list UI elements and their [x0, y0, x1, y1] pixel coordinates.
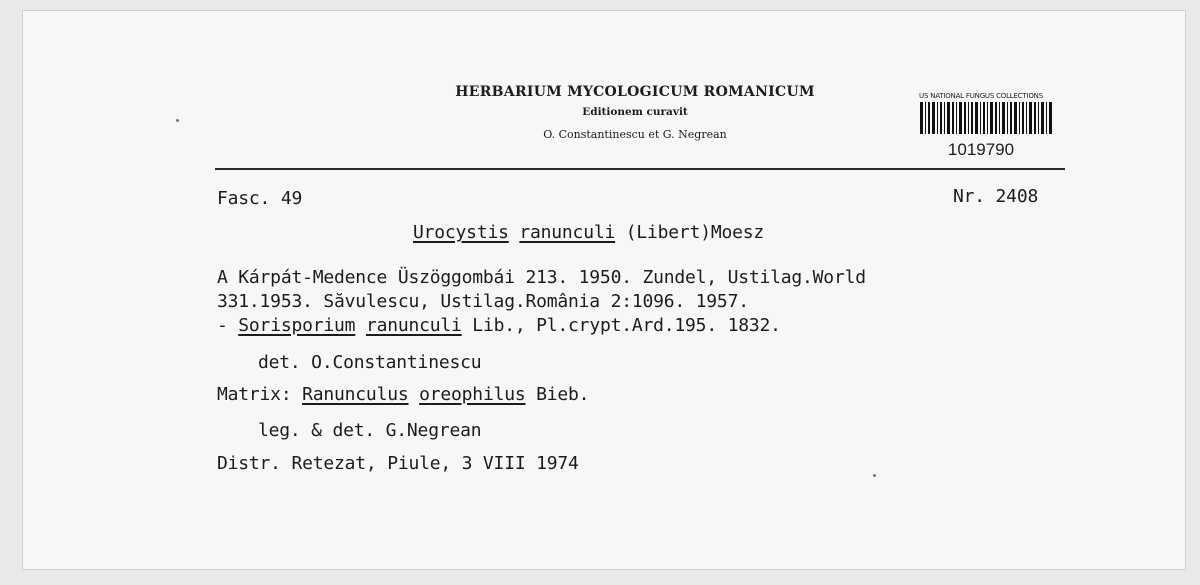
matrix-label: Matrix:: [217, 384, 303, 405]
distribution: Distr. Retezat, Piule, 3 VIII 1974: [217, 453, 579, 474]
collector: leg. & det. G.Negrean: [258, 420, 482, 441]
exsiccata-number: Nr. 2408: [953, 186, 1039, 207]
herbarium-editors: O. Constantinescu et G. Negrean: [543, 128, 727, 141]
synonym-genus: Sorisporium: [238, 315, 356, 336]
species-epithet: ranunculi: [519, 222, 616, 243]
paper-speck: [176, 119, 179, 122]
herbarium-subtitle: Editionem curavit: [582, 106, 688, 118]
herbarium-title: HERBARIUM MYCOLOGICUM ROMANICUM: [455, 84, 815, 100]
reference-dash: -: [217, 315, 239, 336]
synonym-epithet: ranunculi: [365, 315, 462, 336]
fascicle-number: Fasc. 49: [217, 188, 303, 209]
matrix-authority: Bieb.: [525, 384, 590, 405]
header-divider: [215, 168, 1065, 170]
reference-line-2: 331.1953. Săvulescu, Ustilag.România 2:1096. 1957.: [217, 291, 749, 312]
paper-speck: [873, 474, 876, 477]
species-name: [413, 222, 764, 243]
reference-line-3: [217, 315, 781, 336]
barcode-number: 1019790: [947, 140, 1015, 159]
barcode-block: [906, 92, 1056, 160]
determiner: det. O.Constantinescu: [258, 352, 482, 373]
species-genus: Urocystis: [413, 222, 509, 243]
reference-rest: Lib., Pl.crypt.Ard.195. 1832.: [461, 315, 781, 336]
label-header: [420, 84, 850, 141]
barcode-institution: US NATIONAL FUNGUS COLLECTIONS: [919, 92, 1043, 100]
barcode-icon: [920, 102, 1052, 134]
matrix-genus: Ranunculus: [302, 384, 409, 405]
species-authority: (Libert)Moesz: [625, 222, 765, 243]
reference-line-1: A Kárpát-Medence Üszöggombái 213. 1950. Zundel, Ustilag.World: [217, 267, 866, 288]
matrix-epithet: oreophilus: [419, 384, 526, 405]
matrix-line: [217, 384, 589, 405]
